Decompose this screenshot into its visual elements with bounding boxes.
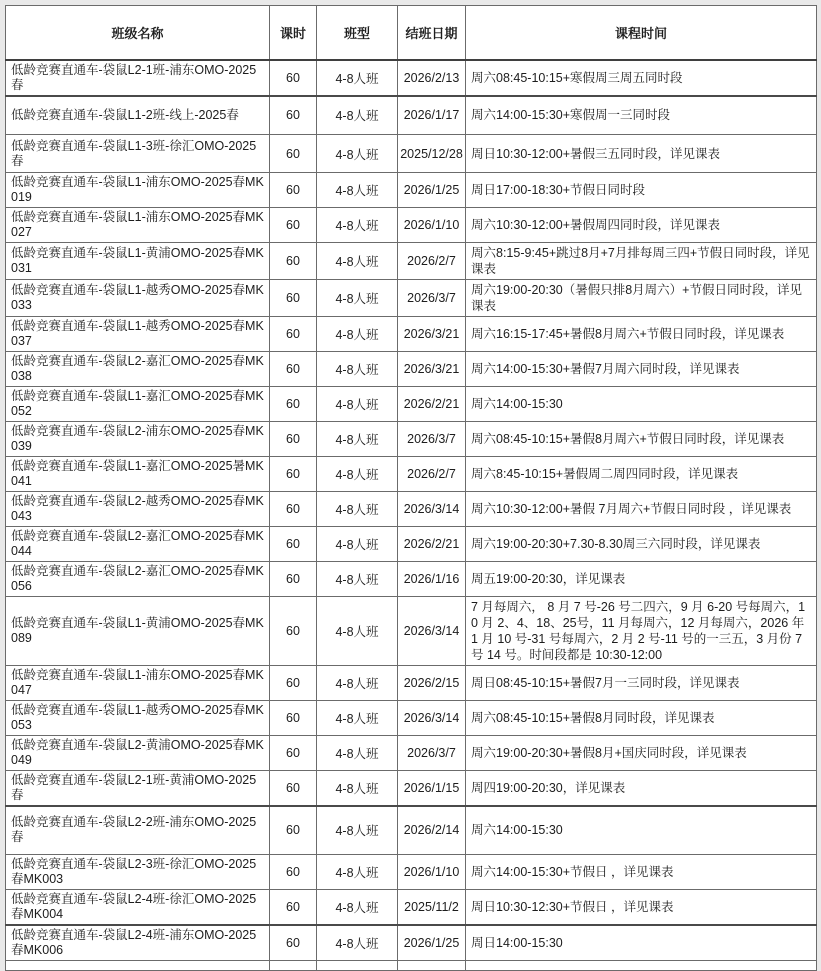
cell-type: 4-8人班 [317, 736, 398, 771]
cell-name: 低龄竞赛直通车-袋鼠L1-越秀OMO-2025春MK033 [6, 280, 270, 317]
cell-type: 4-8人班 [317, 666, 398, 701]
cell-schedule: 周日10:30-12:00+暑假三五同时段，详见课表 [466, 135, 817, 173]
cell-name: 低龄竞赛直通车-袋鼠L2-黄浦OMO-2025春MK049 [6, 736, 270, 771]
cell-type: 4-8人班 [317, 96, 398, 135]
cell-hours: 60 [270, 771, 317, 807]
table-row [6, 889, 817, 925]
cell-schedule: 周六14:00-15:30 [466, 387, 817, 422]
cell-name: 低龄竞赛直通车-袋鼠L1-浦东OMO-2025春MK019 [6, 173, 270, 208]
table-body [6, 60, 817, 971]
cell-name: 低龄竞赛直通车-袋鼠L2-1班-黄浦OMO-2025春 [6, 771, 270, 807]
cell-name: 低龄竞赛直通车-袋鼠L2-嘉汇OMO-2025春MK044 [6, 527, 270, 562]
table-row [6, 422, 817, 457]
cell-schedule: 周六08:45-10:15+寒假周三周五同时段 [466, 60, 817, 96]
cell-type: 4-8人班 [317, 527, 398, 562]
table-row [6, 387, 817, 422]
cell-end-date: 2026/2/15 [398, 666, 466, 701]
cell-name: 低龄竞赛直通车-袋鼠L2-4班-徐汇OMO-2025春MK004 [6, 889, 270, 925]
cell-hours: 60 [270, 666, 317, 701]
cell-name: 低龄竞赛直通车-袋鼠L1-3班-徐汇OMO-2025春 [6, 135, 270, 173]
cell-name: 低龄竞赛直通车-袋鼠L2-3班-徐汇OMO-2025春MK003 [6, 854, 270, 889]
cell-schedule: 周六8:45-10:15+暑假周二周四同时段，详见课表 [466, 457, 817, 492]
cell-type: 4-8人班 [317, 854, 398, 889]
cell-schedule: 周日14:00-15:30 [466, 925, 817, 961]
cell-type: 4-8人班 [317, 317, 398, 352]
cell-name: 低龄竞赛直通车-袋鼠L2-嘉汇OMO-2025春MK038 [6, 352, 270, 387]
cell-schedule: 周六19:00-20:30+暑假8月+国庆同时段，详见课表 [466, 736, 817, 771]
cell-end-date: 2026/3/14 [398, 597, 466, 666]
table-row [6, 280, 817, 317]
cell-schedule: 周五19:00-20:30，详见课表 [466, 562, 817, 597]
col-header-class-type: 班型 [317, 6, 398, 60]
cell-end-date: 2026/2/13 [398, 60, 466, 96]
cell-end-date: 2025/11/2 [398, 889, 466, 925]
cell-type: 4-8人班 [317, 280, 398, 317]
cell-empty [270, 960, 317, 970]
cell-schedule: 周六14:00-15:30 [466, 806, 817, 854]
cell-empty [6, 960, 270, 970]
cell-end-date: 2026/3/21 [398, 352, 466, 387]
table-row [6, 736, 817, 771]
cell-name: 低龄竞赛直通车-袋鼠L2-2班-浦东OMO-2025春 [6, 806, 270, 854]
cell-type: 4-8人班 [317, 208, 398, 243]
cell-schedule: 周六10:30-12:00+暑假 7月周六+节假日同时段 ，详见课表 [466, 492, 817, 527]
table-row [6, 806, 817, 854]
cell-type: 4-8人班 [317, 771, 398, 807]
cell-name: 低龄竞赛直通车-袋鼠L2-越秀OMO-2025春MK043 [6, 492, 270, 527]
cell-schedule: 周六14:00-15:30+节假日 ，详见课表 [466, 854, 817, 889]
cell-hours: 60 [270, 208, 317, 243]
cell-hours: 60 [270, 492, 317, 527]
cell-name: 低龄竞赛直通车-袋鼠L1-2班-线上-2025春 [6, 96, 270, 135]
table-row [6, 317, 817, 352]
cell-end-date: 2026/3/7 [398, 422, 466, 457]
cell-schedule: 周六08:45-10:15+暑假8月周六+节假日同时段，详见课表 [466, 422, 817, 457]
cell-type: 4-8人班 [317, 135, 398, 173]
cell-hours: 60 [270, 280, 317, 317]
cell-type: 4-8人班 [317, 925, 398, 961]
cell-type: 4-8人班 [317, 457, 398, 492]
cell-name: 低龄竞赛直通车-袋鼠L1-浦东OMO-2025春MK047 [6, 666, 270, 701]
cell-end-date: 2025/12/28 [398, 135, 466, 173]
cell-end-date: 2026/1/25 [398, 925, 466, 961]
cell-schedule: 周六08:45-10:15+暑假8月同时段，详见课表 [466, 701, 817, 736]
cell-name: 低龄竞赛直通车-袋鼠L2-4班-浦东OMO-2025春MK006 [6, 925, 270, 961]
table-row [6, 60, 817, 96]
cell-type: 4-8人班 [317, 352, 398, 387]
table-row [6, 527, 817, 562]
cell-schedule: 周日17:00-18:30+节假日同时段 [466, 173, 817, 208]
table-row [6, 457, 817, 492]
cell-type: 4-8人班 [317, 562, 398, 597]
cell-hours: 60 [270, 854, 317, 889]
cell-hours: 60 [270, 135, 317, 173]
cell-hours: 60 [270, 60, 317, 96]
cell-end-date: 2026/1/10 [398, 208, 466, 243]
table-row [6, 562, 817, 597]
cell-schedule: 周六19:00-20:30+7.30-8.30周三六同时段，详见课表 [466, 527, 817, 562]
cell-type: 4-8人班 [317, 701, 398, 736]
cell-empty [317, 960, 398, 970]
cell-hours: 60 [270, 925, 317, 961]
col-header-schedule: 课程时间 [466, 6, 817, 60]
table-row [6, 135, 817, 173]
table-row [6, 243, 817, 280]
table-row [6, 96, 817, 135]
cell-type: 4-8人班 [317, 387, 398, 422]
cell-name: 低龄竞赛直通车-袋鼠L1-越秀OMO-2025春MK037 [6, 317, 270, 352]
cell-hours: 60 [270, 457, 317, 492]
partial-row [6, 960, 817, 970]
cell-schedule: 周六19:00-20:30（暑假只排8月周六）+节假日同时段，详见课表 [466, 280, 817, 317]
cell-name: 低龄竞赛直通车-袋鼠L1-黄浦OMO-2025春MK031 [6, 243, 270, 280]
cell-name: 低龄竞赛直通车-袋鼠L1-嘉汇OMO-2025春MK052 [6, 387, 270, 422]
cell-end-date: 2026/3/21 [398, 317, 466, 352]
col-header-class-name: 班级名称 [6, 6, 270, 60]
cell-type: 4-8人班 [317, 492, 398, 527]
table-row [6, 208, 817, 243]
cell-end-date: 2026/1/15 [398, 771, 466, 807]
cell-schedule: 周六8:15-9:45+跳过8月+7月排每周三四+节假日同时段，详见课表 [466, 243, 817, 280]
cell-type: 4-8人班 [317, 422, 398, 457]
table-row [6, 771, 817, 807]
cell-name: 低龄竞赛直通车-袋鼠L1-浦东OMO-2025春MK027 [6, 208, 270, 243]
cell-hours: 60 [270, 806, 317, 854]
cell-name: 低龄竞赛直通车-袋鼠L2-嘉汇OMO-2025春MK056 [6, 562, 270, 597]
cell-end-date: 2026/2/21 [398, 527, 466, 562]
cell-schedule: 周六10:30-12:00+暑假周四同时段，详见课表 [466, 208, 817, 243]
cell-end-date: 2026/3/7 [398, 280, 466, 317]
cell-schedule: 周日08:45-10:15+暑假7月一三同时段，详见课表 [466, 666, 817, 701]
col-header-hours: 课时 [270, 6, 317, 60]
cell-type: 4-8人班 [317, 173, 398, 208]
cell-name: 低龄竞赛直通车-袋鼠L1-黄浦OMO-2025春MK089 [6, 597, 270, 666]
cell-schedule: 周六14:00-15:30+寒假周一三同时段 [466, 96, 817, 135]
table-row [6, 701, 817, 736]
cell-name: 低龄竞赛直通车-袋鼠L2-浦东OMO-2025春MK039 [6, 422, 270, 457]
col-header-end-date: 结班日期 [398, 6, 466, 60]
cell-end-date: 2026/2/21 [398, 387, 466, 422]
table-row [6, 352, 817, 387]
cell-schedule: 周六16:15-17:45+暑假8月周六+节假日同时段，详见课表 [466, 317, 817, 352]
table-row [6, 854, 817, 889]
cell-hours: 60 [270, 173, 317, 208]
table-header [6, 6, 817, 60]
cell-type: 4-8人班 [317, 889, 398, 925]
cell-end-date: 2026/3/7 [398, 736, 466, 771]
cell-schedule: 周四19:00-20:30，详见课表 [466, 771, 817, 807]
table-row [6, 666, 817, 701]
class-schedule-table-container [5, 5, 817, 971]
cell-empty [398, 960, 466, 970]
cell-type: 4-8人班 [317, 60, 398, 96]
cell-type: 4-8人班 [317, 243, 398, 280]
cell-end-date: 2026/3/14 [398, 701, 466, 736]
cell-end-date: 2026/2/7 [398, 457, 466, 492]
cell-hours: 60 [270, 422, 317, 457]
cell-empty [466, 960, 817, 970]
cell-type: 4-8人班 [317, 597, 398, 666]
cell-type: 4-8人班 [317, 806, 398, 854]
cell-schedule: 周六14:00-15:30+暑假7月周六同时段，详见课表 [466, 352, 817, 387]
table-row [6, 492, 817, 527]
table-row [6, 173, 817, 208]
table-row [6, 925, 817, 961]
cell-end-date: 2026/3/14 [398, 492, 466, 527]
cell-hours: 60 [270, 387, 317, 422]
cell-schedule: 周日10:30-12:30+节假日 ，详见课表 [466, 889, 817, 925]
cell-hours: 60 [270, 352, 317, 387]
cell-hours: 60 [270, 701, 317, 736]
cell-hours: 60 [270, 96, 317, 135]
cell-schedule: 7 月每周六， 8 月 7 号-26 号二四六，9 月 6-20 号每周六，10 月 2、4、18、25号，11 月每周六，12 月每周六，2026 年 1 月 10 号-31 号每周六，2 月 2 号-11 号的一三五，3 月份 7 号 14 号。时间段都是 10:30-12:00 [466, 597, 817, 666]
cell-name: 低龄竞赛直通车-袋鼠L1-嘉汇OMO-2025暑MK041 [6, 457, 270, 492]
cell-hours: 60 [270, 597, 317, 666]
cell-hours: 60 [270, 562, 317, 597]
cell-name: 低龄竞赛直通车-袋鼠L1-越秀OMO-2025春MK053 [6, 701, 270, 736]
cell-hours: 60 [270, 736, 317, 771]
cell-end-date: 2026/2/7 [398, 243, 466, 280]
class-schedule-table [5, 5, 817, 971]
header-row [6, 6, 817, 60]
cell-name: 低龄竞赛直通车-袋鼠L2-1班-浦东OMO-2025春 [6, 60, 270, 96]
cell-hours: 60 [270, 889, 317, 925]
cell-end-date: 2026/2/14 [398, 806, 466, 854]
cell-hours: 60 [270, 317, 317, 352]
cell-end-date: 2026/1/10 [398, 854, 466, 889]
cell-hours: 60 [270, 243, 317, 280]
cell-end-date: 2026/1/25 [398, 173, 466, 208]
cell-end-date: 2026/1/16 [398, 562, 466, 597]
cell-end-date: 2026/1/17 [398, 96, 466, 135]
cell-hours: 60 [270, 527, 317, 562]
table-row [6, 597, 817, 666]
